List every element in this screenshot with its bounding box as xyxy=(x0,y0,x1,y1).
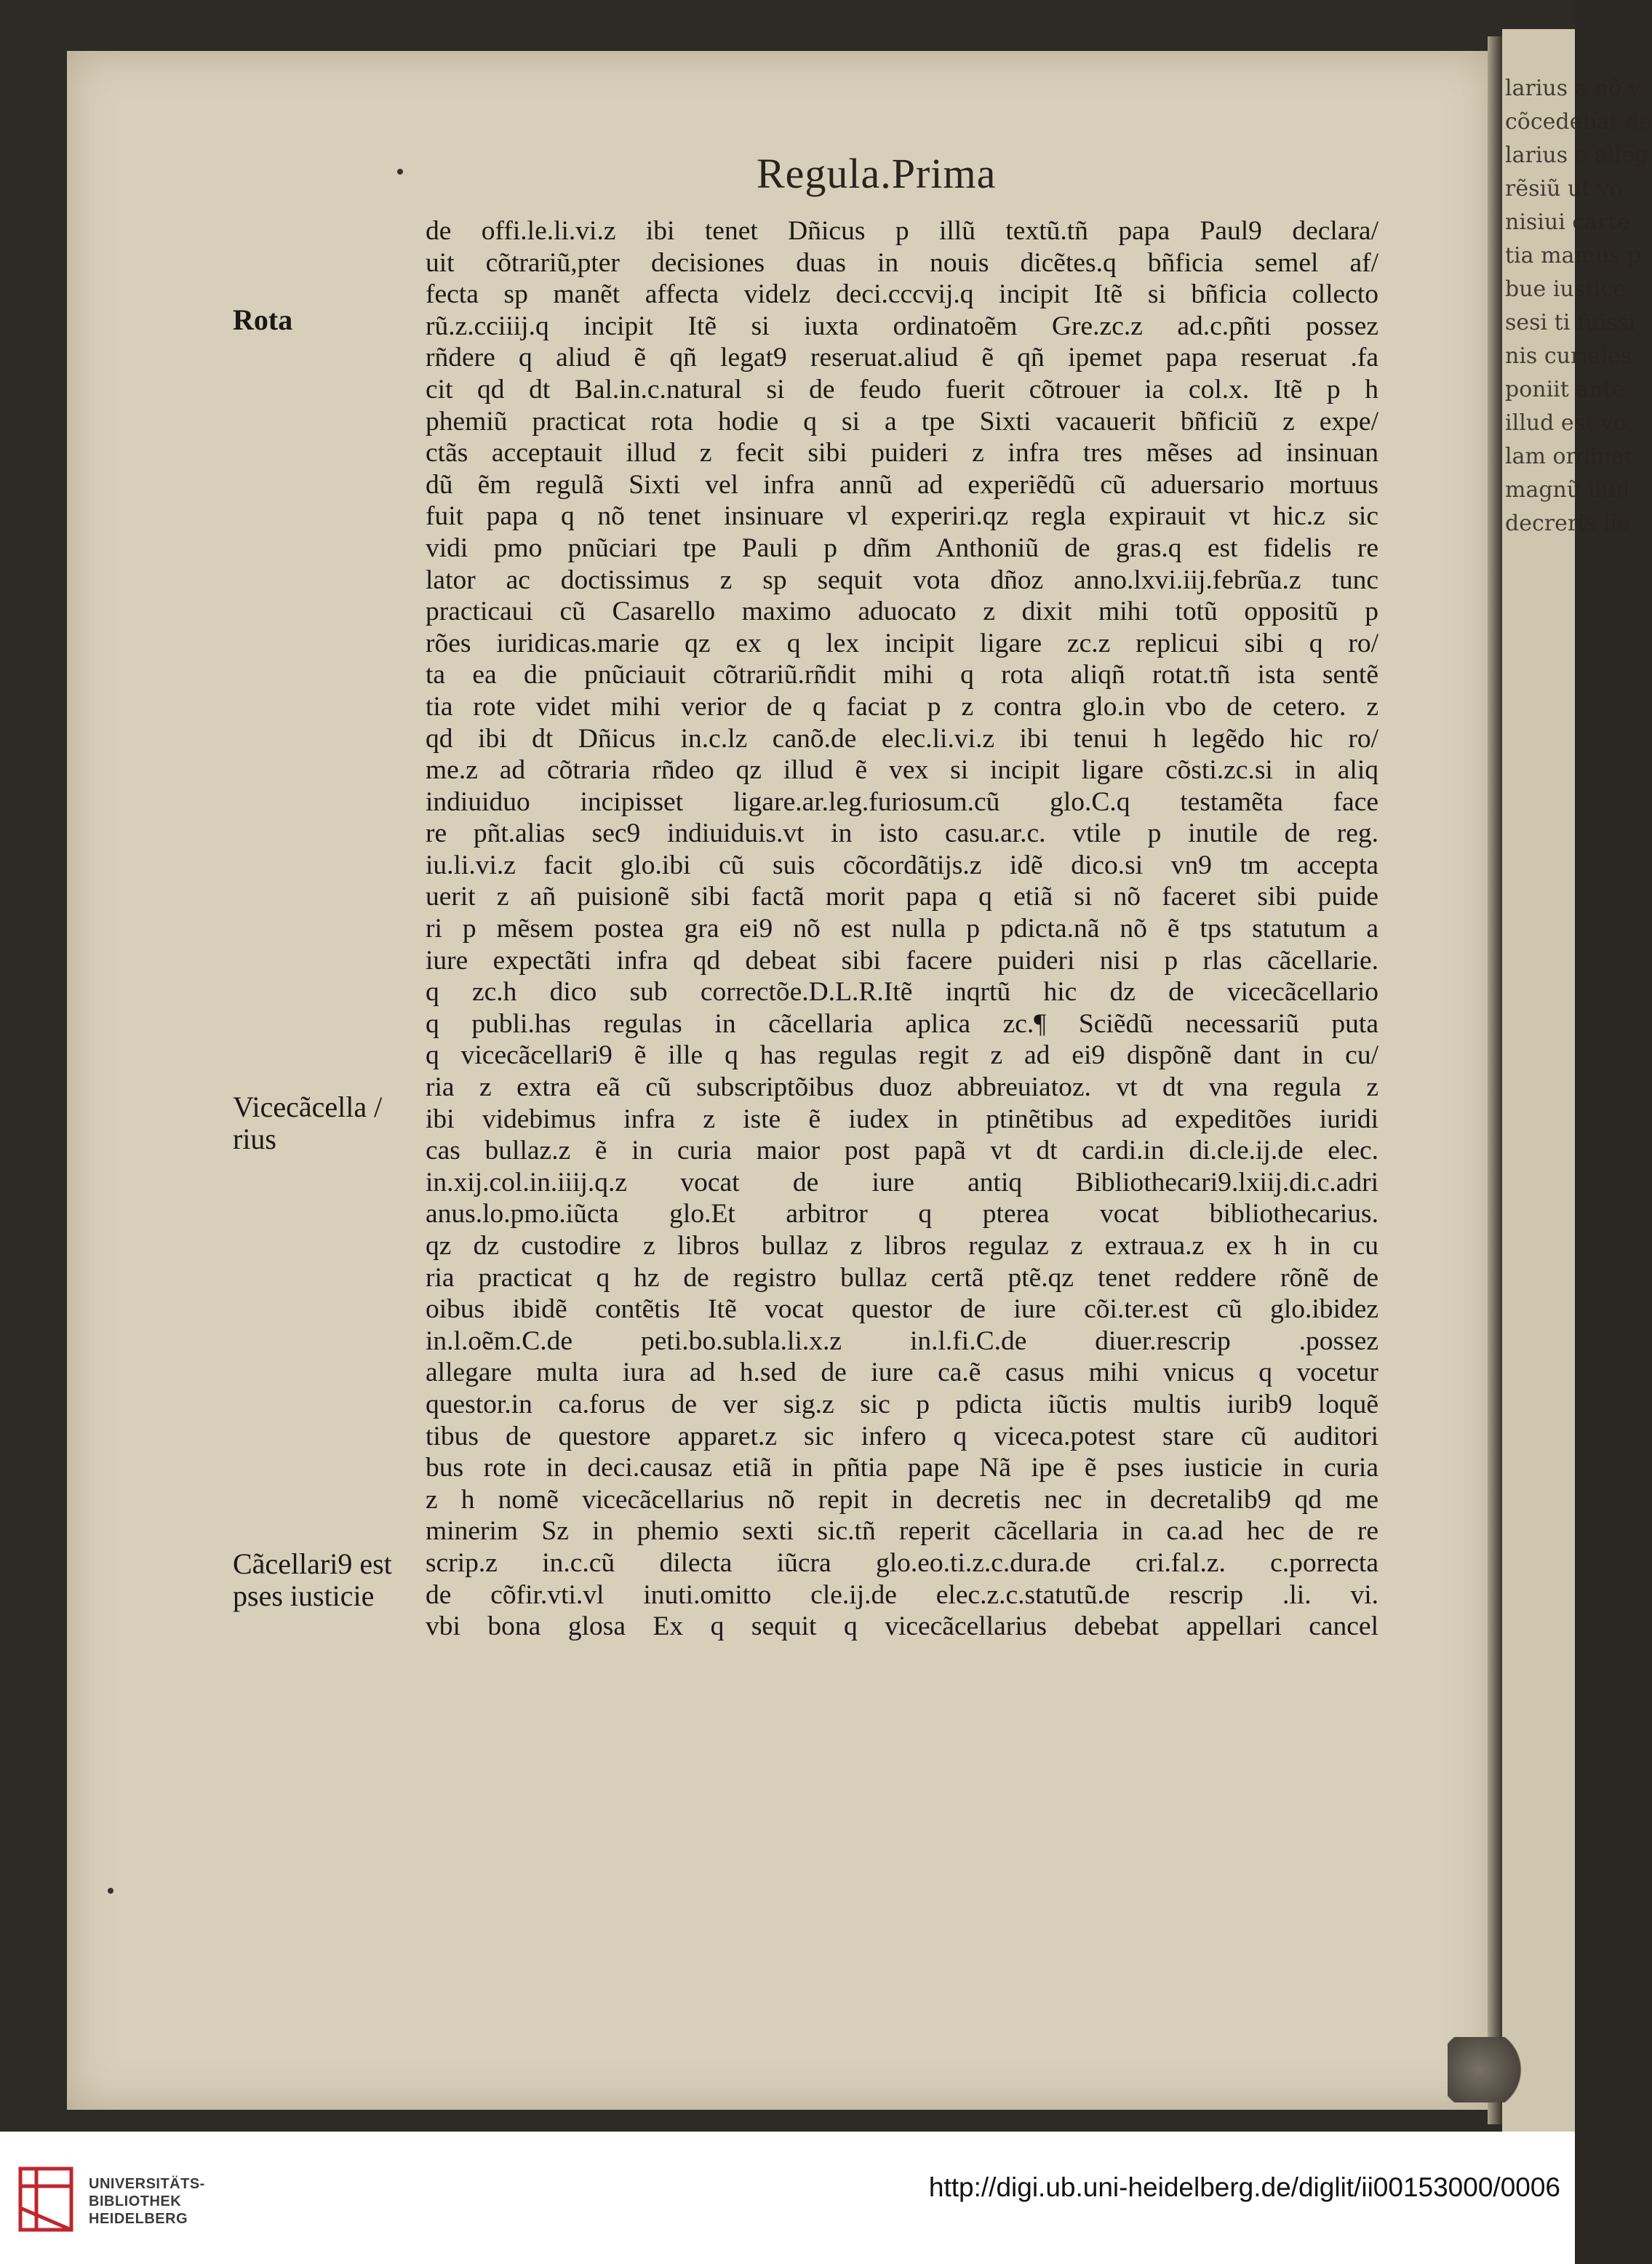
text-line: me.z ad cõtraria rñdeo qz illud ẽ vex si incipit ligare cõsti.zc.si in aliq xyxy=(426,755,1378,786)
text-line: tia rote videt mihi verior de q faciat p z contra glo.in vbo de cetero. z xyxy=(426,691,1378,722)
facing-page-strip xyxy=(1502,29,1652,2132)
text-line: scrip.z in.c.cũ dilecta iũcra glo.eo.ti.z.c.dura.de cri.fal.z. c.porrecta xyxy=(426,1547,1378,1578)
main-text-block xyxy=(426,215,1378,1643)
margin-note-line: Cãcellari9 est xyxy=(233,1547,392,1580)
text-line: ibi videbimus infra z iste ẽ iudex in ptinẽtibus ad expeditões iuridi xyxy=(426,1104,1378,1134)
ink-speck xyxy=(108,1888,113,1894)
margin-note-rota xyxy=(233,304,415,336)
text-line: q publi.has regulas in cãcellaria aplica zc.¶ Sciẽdũ necessariũ puta xyxy=(426,1008,1378,1039)
library-name-line: HEIDELBERG xyxy=(89,2211,188,2227)
facing-page-fragment: tia mamus p xyxy=(1505,243,1642,268)
text-line: de offi.le.li.vi.z ibi tenet Dñicus p illũ textũ.tñ papa Paul9 declara/ xyxy=(426,216,1378,246)
facing-page-fragment: bue iustice xyxy=(1505,276,1627,302)
text-line: dũ ẽm regulã Sixti vel infra annũ ad experiẽdũ cũ aduersario mortuus xyxy=(426,469,1378,500)
text-line: iure expectãti infra qd debeat sibi facere puideri nisi p rlas cãcellarie. xyxy=(426,945,1378,976)
text-line: rñdere q aliud ẽ qñ legat9 reseruat.aliud ẽ qñ ipemet papa reseruat .fa xyxy=(426,343,1378,373)
text-line: cit qd dt Bal.in.c.natural si de feudo fuerit cõtrouer ia col.x. Itẽ p h xyxy=(426,374,1378,404)
text-line: ria z extra eã cũ subscriptõibus duoz abbreuiatoz. vt dt vna regula z xyxy=(426,1072,1378,1103)
text-line: tibus de questore apparet.z sic infero q viceca.potest stare cũ auditori xyxy=(426,1421,1378,1451)
text-line: ctãs acceptauit illud z fecit sibi puideri z infra tres mẽses ad insinuan xyxy=(426,438,1378,469)
page-gutter xyxy=(1488,36,1502,2124)
text-line: allegare multa iura ad h.sed de iure ca.ẽ casus mihi vnicus q vocetur xyxy=(426,1358,1378,1388)
text-line: anus.lo.pmo.iũcta glo.Et arbitror q pterea vocat bibliothecarius. xyxy=(426,1199,1378,1229)
text-line: in.l.oẽm.C.de peti.bo.subla.li.x.z in.l.fi.C.de diuer.rescrip .possez xyxy=(426,1326,1378,1356)
margin-note-line: pses iusticie xyxy=(233,1579,375,1612)
text-line: questor.in ca.forus de ver sig.z sic p pdicta iũctis multis iurib9 loquẽ xyxy=(426,1389,1378,1419)
text-line: de cõfir.vti.vl inuti.omitto cle.ij.de elec.z.c.statutũ.de rescrip .li. vi. xyxy=(426,1579,1378,1610)
facing-page-fragment: lam ordinat xyxy=(1505,444,1633,469)
margin-note-line: Rota xyxy=(233,303,293,336)
ink-speck xyxy=(397,169,403,175)
facing-page-fragment: decreris lie xyxy=(1505,511,1630,536)
margin-note-line: rius xyxy=(233,1123,276,1155)
text-line: uerit z añ puisionẽ sibi factã morit papa q etiã si nõ faceret sibi puide xyxy=(426,882,1378,912)
source-url[interactable]: http://digi.ub.uni-heidelberg.de/diglit/ii00153000/0006 xyxy=(928,2172,1560,2202)
text-line: qd ibi dt Dñicus in.c.lz canõ.de elec.li.vi.z ibi tenui h legẽdo hic ro/ xyxy=(426,723,1378,754)
text-line: re pñt.alias sec9 indiuiduis.vt in isto casu.ar.c. vtile p inutile de reg. xyxy=(426,818,1378,849)
library-name-line: UNIVERSITÄTS- xyxy=(89,2176,205,2192)
facing-page-fragment: illud est vo xyxy=(1505,410,1627,436)
text-line: qz dz custodire z libros bullaz z libros regulaz z extraua.z ex h in cu xyxy=(426,1231,1378,1261)
facing-page-fragment: larius e alleg xyxy=(1505,143,1648,168)
text-line: vidi pmo pnũciari tpe Pauli p dñm Anthoniũ de gras.q est fidelis re xyxy=(426,533,1378,563)
text-line: z h nomẽ vicecãcellarius nõ repit in decretis nec in decretalib9 qd me xyxy=(426,1484,1378,1515)
text-line: q zc.h dico sub correctõe.D.L.R.Itẽ inqrtũ hic dz de vicecãcellario xyxy=(426,977,1378,1008)
page-holder-mark xyxy=(1448,2037,1528,2102)
text-line: vbi bona glosa Ex q sequit q vicecãcellarius debebat appellari cancel xyxy=(426,1611,1378,1642)
text-line: practicaui cũ Casarello maximo aduocato z dixit mihi totũ oppositũ p xyxy=(426,597,1378,627)
facing-page-fragment: magnũ ilud xyxy=(1505,477,1630,503)
text-line: ri p mẽsem postea gra ei9 nõ est nulla p pdicta.nã nõ ẽ tps statutum a xyxy=(426,914,1378,944)
running-head: Regula.Prima xyxy=(757,150,997,197)
text-line: fuit papa q nõ tenet insinuare vl experiri.qz regla expirauit vt hic.z sic xyxy=(426,501,1378,532)
library-name-line: BIBLIOTHEK xyxy=(89,2193,182,2209)
facing-page-fragment: cõcedebat de xyxy=(1505,109,1652,135)
facing-page-fragment: sesi ti fuissi xyxy=(1505,310,1636,335)
text-line: rũ.z.cciiij.q incipit Itẽ si iuxta ordinatoẽm Gre.zc.z ad.c.pñti possez xyxy=(426,311,1378,341)
margin-note-cancellarius xyxy=(233,1548,415,1612)
facing-page-fragment: rẽsiũ ut vo xyxy=(1505,176,1623,202)
text-line: in.xij.col.in.iiij.q.z vocat de iure antiq Bibliothecari9.lxiij.di.c.adri xyxy=(426,1167,1378,1197)
facing-page-fragment: nisiui carte xyxy=(1505,210,1630,235)
text-line: cas bullaz.z ẽ in curia maior post papã vt dt cardi.in di.cle.ij.de elec. xyxy=(426,1136,1378,1166)
university-library-logo-icon xyxy=(15,2164,77,2234)
facing-page-fragment: nis curiales xyxy=(1505,343,1632,369)
text-line: uit cõtrariũ,pter decisiones duas in nouis dicẽtes.q bñficia semel af/ xyxy=(426,247,1378,278)
text-line: ria practicat q hz de registro bullaz certã ptẽ.qz tenet reddere rõnẽ de xyxy=(426,1262,1378,1293)
text-line: rões iuridicas.marie qz ex q lex incipit ligare zc.z replicui sibi q ro/ xyxy=(426,628,1378,658)
text-line: q vicecãcellari9 ẽ ille q has regulas regit z ad ei9 dispõnẽ dant in cu/ xyxy=(426,1040,1378,1071)
margin-note-vicecancellarius xyxy=(233,1091,415,1155)
text-line: minerim Sz in phemio sexti sic.tñ reperit cãcellaria in ca.ad hec de re xyxy=(426,1516,1378,1547)
library-name xyxy=(89,2175,278,2228)
text-line: ta ea die pnũciauit cõtrariũ.rñdit mihi q rota aliqñ rotat.tñ ista sentẽ xyxy=(426,660,1378,690)
text-line: phemiũ practicat rota hodie q si a tpe Sixti vacauerit bñficiũ z expe/ xyxy=(426,406,1378,437)
text-line: indiuiduo incipisset ligare.ar.leg.furiosum.cũ glo.C.q testamẽta face xyxy=(426,786,1378,817)
text-line: lator ac doctissimus z sp sequit vota dñoz anno.lxvi.iij.febrũa.z tunc xyxy=(426,565,1378,595)
text-line: bus rote in deci.causaz etiã in pñtia pape Nã ipe ẽ pses iusticie in curia xyxy=(426,1453,1378,1483)
text-line: iu.li.vi.z facit glo.ibi cũ suis cõcordãtijs.z idẽ dico.si vn9 tm accepta xyxy=(426,850,1378,880)
text-line: fecta sp manẽt affecta videlz deci.cccvij.q incipit Itẽ si bñficia collecto xyxy=(426,279,1378,310)
margin-note-line: Vicecãcella / xyxy=(233,1091,383,1123)
facing-page-fragment: larius a nõ v xyxy=(1505,76,1641,101)
facing-page-fragment: poniit ante xyxy=(1505,377,1625,402)
text-line: oibus ibidẽ contẽtis Itẽ vocat questor de iure cõi.ter.est cũ glo.ibidez xyxy=(426,1294,1378,1325)
